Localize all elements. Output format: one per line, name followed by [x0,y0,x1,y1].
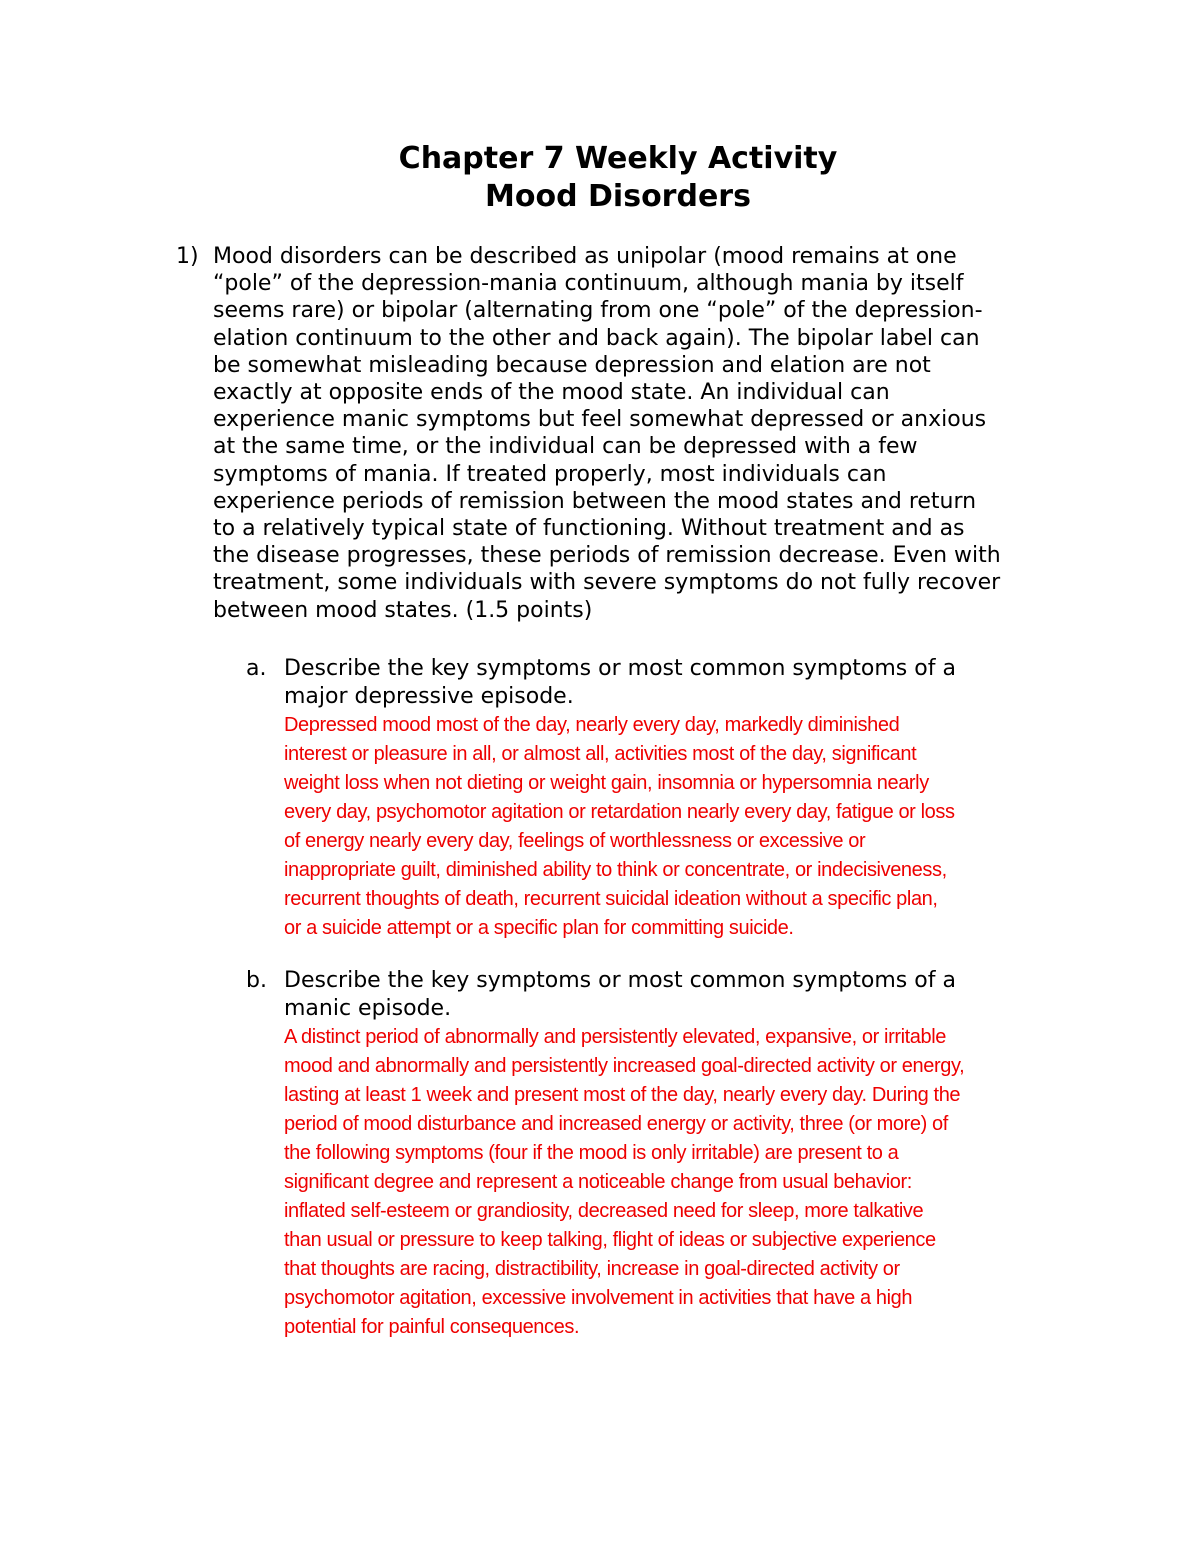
question-text-line: between mood states. (1.5 points) [213,597,593,623]
answer-line: significant degree and represent a noticeable change from usual behavior: [284,1171,912,1193]
answer-a [284,711,1084,943]
subquestion-prompt-line: manic episode. [284,996,452,1021]
subquestion-a-prompt [284,655,1084,711]
question-text-line: symptoms of mania. If treated properly, most individuals can [213,461,887,487]
answer-line: weight loss when not dieting or weight gain, insomnia or hypersomnia nearly [284,772,929,794]
answer-line: A distinct period of abnormally and persistently elevated, expansive, or irritable [284,1026,947,1048]
question-text-line: experience periods of remission between the mood states and return [213,488,977,514]
answer-line: Depressed mood most of the day, nearly every day, markedly diminished [284,714,900,736]
question-text-line: the disease progresses, these periods of remission decrease. Even with [213,543,1001,569]
answer-line: inappropriate guilt, diminished ability to think or concentrate, or indecisiveness, [284,859,947,881]
answer-line: or a suicide attempt or a specific plan for committing suicide. [284,917,794,939]
question-text-line: experience manic symptoms but feel somewhat depressed or anxious [213,407,987,433]
subquestion-prompt-line: Describe the key symptoms or most common symptoms of a [284,968,956,993]
title-line-1: Chapter 7 Weekly Activity [398,141,838,176]
answer-line: every day, psychomotor agitation or retardation nearly every day, fatigue or loss [284,801,955,823]
answer-line: period of mood disturbance and increased energy or activity, three (or more) of [284,1113,948,1135]
answer-line: interest or pleasure in all, or almost all, activities most of the day, significant [284,743,917,765]
page-title [0,140,1200,216]
subquestion-a-label: a. [246,656,267,681]
question-text-line: to a relatively typical state of functioning. Without treatment and as [213,516,965,542]
question-number: 1) [176,244,199,269]
question-text-line: at the same time, or the individual can be depressed with a few [213,434,918,460]
answer-line: recurrent thoughts of death, recurrent suicidal ideation without a specific plan, [284,888,938,910]
answer-line: lasting at least 1 week and present most of the day, nearly every day. During the [284,1084,961,1106]
answer-line: inflated self-esteem or grandiosity, decreased need for sleep, more talkative [284,1200,924,1222]
answer-b [284,1023,1084,1342]
question-text-line: “pole” of the depression-mania continuum, although mania by itself [213,271,964,297]
answer-line: psychomotor agitation, excessive involvement in activities that have a high [284,1287,913,1309]
subquestion-b-label: b. [246,968,267,993]
answer-line: that thoughts are racing, distractibility, increase in goal-directed activity or [284,1258,900,1280]
subquestion-prompt-line: major depressive episode. [284,684,574,709]
answer-line: of energy nearly every day, feelings of worthlessness or excessive or [284,830,866,852]
answer-line: potential for painful consequences. [284,1316,580,1338]
question-text-line: exactly at opposite ends of the mood state. An individual can [213,380,890,406]
subquestion-prompt-line: Describe the key symptoms or most common symptoms of a [284,656,956,681]
answer-line: than usual or pressure to keep talking, flight of ideas or subjective experience [284,1229,936,1251]
question-text-line: seems rare) or bipolar (alternating from one “pole” of the depression- [213,298,983,324]
answer-line: mood and abnormally and persistently increased goal-directed activity or energy, [284,1055,965,1077]
question-text-line: Mood disorders can be described as unipolar (mood remains at one [213,244,957,269]
title-line-2: Mood Disorders [485,179,751,214]
subquestion-b-prompt [284,967,1084,1023]
question-text-line: elation continuum to the other and back again). The bipolar label can [213,325,980,351]
question-text [213,243,1073,624]
question-text-line: be somewhat misleading because depression and elation are not [213,352,931,378]
question-text-line: treatment, some individuals with severe symptoms do not fully recover [213,570,1001,596]
answer-line: the following symptoms (four if the mood is only irritable) are present to a [284,1142,899,1164]
